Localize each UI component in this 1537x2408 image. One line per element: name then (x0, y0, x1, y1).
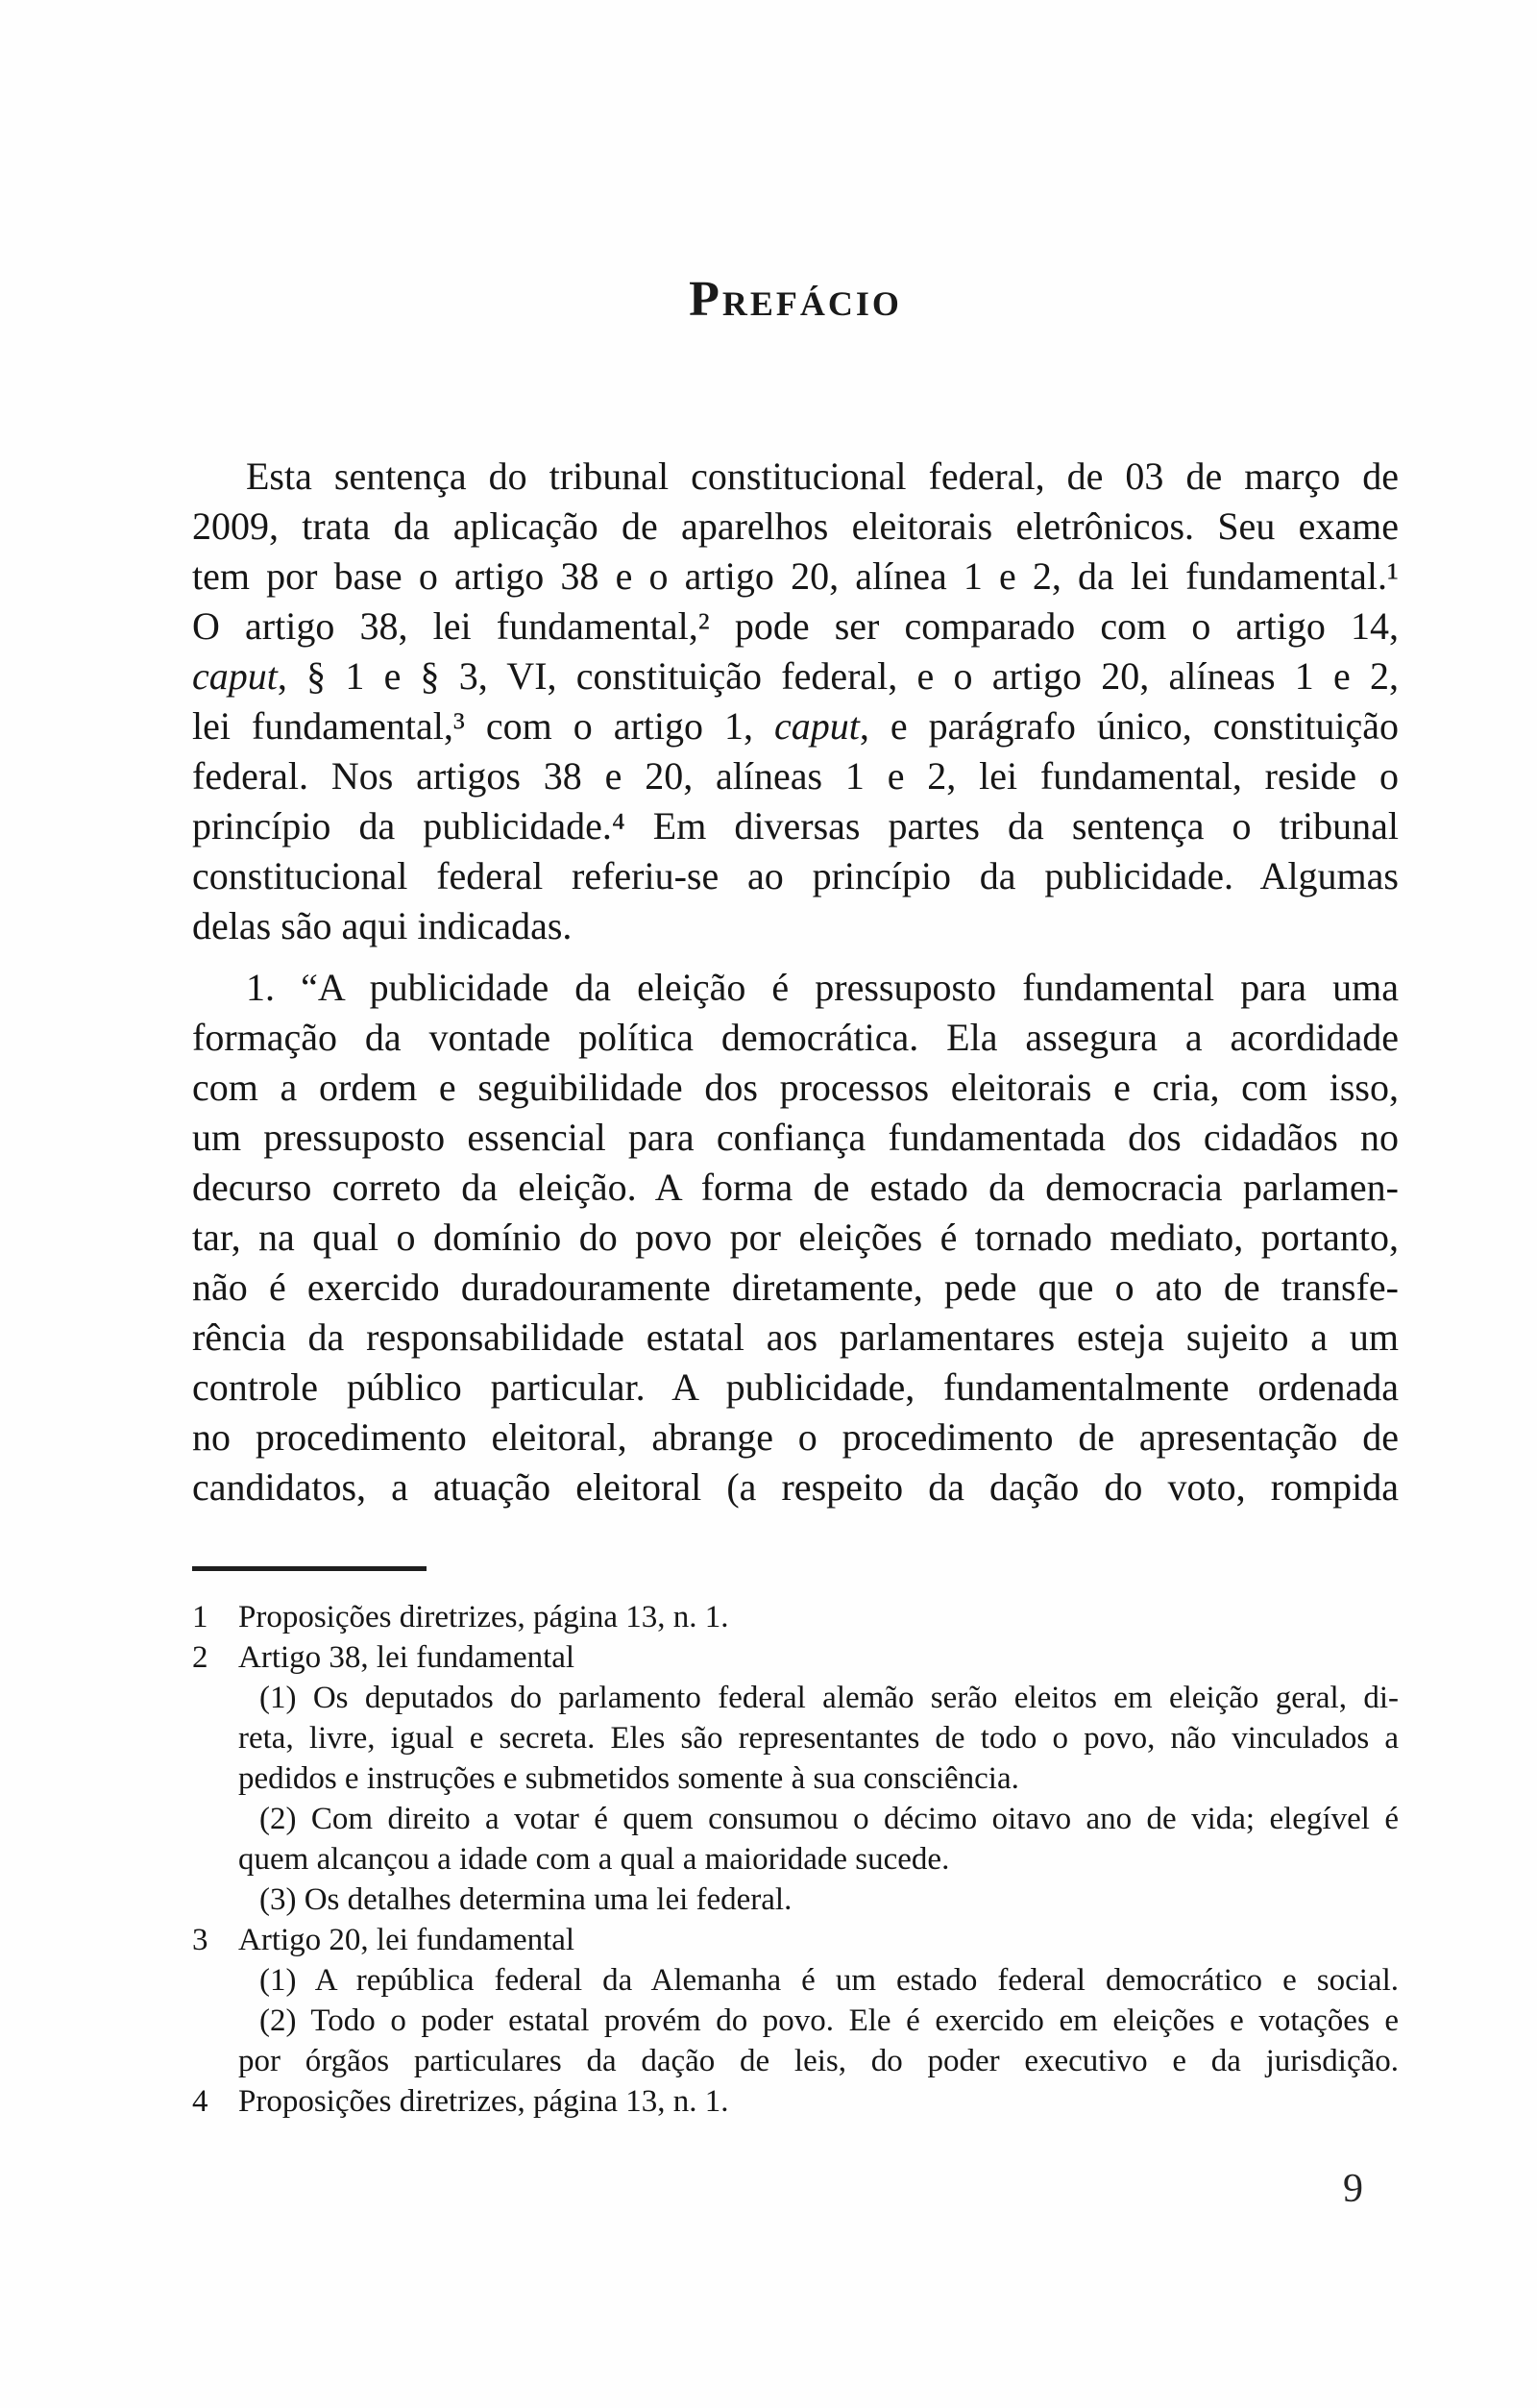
footnote-line: Proposições diretrizes, página 13, n. 1. (238, 2084, 729, 2119)
text-line: princípio da publicidade.⁴ Em diversas partes da sentença o tribunal (192, 804, 1399, 848)
body-text (192, 452, 1399, 1512)
text-line: um pressuposto essencial para confiança fundamentada dos cidadãos no (192, 1116, 1399, 1159)
footnote-line: (2) Todo o poder estatal provém do povo. Ele é exercido em eleições e votações e (259, 2003, 1399, 2038)
footnote (192, 1597, 1399, 1637)
footnote-text (238, 2081, 1399, 2122)
footnote-line: Artigo 38, lei fundamental (238, 1640, 575, 1675)
footnote-text (238, 1597, 1399, 1637)
text-line: O artigo 38, lei fundamental,² pode ser comparado com o artigo 14, (192, 604, 1399, 648)
text-line: formação da vontade política democrática. Ela assegura a acordidade (192, 1016, 1399, 1059)
footnote-number: 1 (192, 1600, 208, 1634)
footnote-line: pedidos e instruções e submetidos somente à sua consciência. (238, 1761, 1019, 1796)
body-paragraph (192, 963, 1399, 1512)
text-line: constitucional federal referiu-se ao princípio da publicidade. Algumas (192, 854, 1399, 897)
text-line: caput, § 1 e § 3, VI, constituição federal, e o artigo 20, alíneas 1 e 2, (192, 654, 1399, 698)
footnote-text (238, 1920, 1399, 2081)
footnote-line: (1) Os deputados do parlamento federal alemão serão eleitos em eleição geral, di- (259, 1681, 1399, 1715)
footnote (192, 1637, 1399, 1920)
footnote-line: reta, livre, igual e secreta. Eles são representantes de todo o povo, não vinculados a (238, 1721, 1399, 1756)
footnotes-block (192, 1597, 1399, 2122)
page-title: Prefácio (689, 272, 902, 327)
text-line: controle público particular. A publicidade, fundamentalmente ordenada (192, 1365, 1399, 1409)
footnote-number: 3 (192, 1923, 208, 1957)
text-line: tar, na qual o domínio do povo por eleições é tornado mediato, portanto, (192, 1216, 1399, 1259)
footnote-line: Artigo 20, lei fundamental (238, 1923, 575, 1957)
text-line: no procedimento eleitoral, abrange o procedimento de apresentação de (192, 1415, 1399, 1459)
text-line: federal. Nos artigos 38 e 20, alíneas 1 e 2, lei fundamental, reside o (192, 754, 1399, 798)
footnote-line: quem alcançou a idade com a qual a maioridade sucede. (238, 1842, 950, 1877)
footnote-separator-rule (192, 1566, 427, 1571)
page-number: 9 (1343, 2167, 1363, 2211)
text-line: 2009, trata da aplicação de aparelhos eleitorais eletrônicos. Seu exame (192, 504, 1399, 548)
footnote-number: 4 (192, 2084, 208, 2119)
text-line: lei fundamental,³ com o artigo 1, caput, e parágrafo único, constituição (192, 704, 1400, 748)
text-line: Esta sentença do tribunal constitucional federal, de 03 de março de (246, 455, 1399, 498)
text-line: candidatos, a atuação eleitoral (a respeito da dação do voto, rompida (192, 1465, 1399, 1509)
text-line: não é exercido duradouramente diretamente, pede que o ato de transfe- (192, 1265, 1399, 1309)
text-line: tem por base o artigo 38 e o artigo 20, alínea 1 e 2, da lei fundamental.¹ (192, 554, 1399, 598)
footnote (192, 1920, 1399, 2081)
body-paragraph (192, 452, 1399, 951)
text-line: com a ordem e seguibilidade dos processos eleitorais e cria, com isso, (192, 1066, 1399, 1109)
footnote-line: (2) Com direito a votar é quem consumou o décimo oitavo ano de vida; elegível é (259, 1802, 1399, 1836)
footnote-line: por órgãos particulares da dação de leis, do poder executivo e da jurisdição. (238, 2044, 1399, 2078)
text-line: rência da responsabilidade estatal aos parlamentares esteja sujeito a um (192, 1315, 1399, 1359)
footnote-line: Proposições diretrizes, página 13, n. 1. (238, 1600, 729, 1634)
text-line: decurso correto da eleição. A forma de estado da democracia parlamen- (192, 1166, 1399, 1209)
footnote-line: (1) A república federal da Alemanha é um estado federal democrático e social. (259, 1963, 1399, 1998)
footnote-text (238, 1637, 1399, 1920)
text-line: 1. “A publicidade da eleição é pressuposto fundamental para uma (246, 966, 1399, 1009)
footnote-line: (3) Os detalhes determina uma lei federal. (259, 1882, 793, 1917)
footnote-number: 2 (192, 1640, 208, 1675)
text-line: delas são aqui indicadas. (192, 904, 573, 947)
footnote (192, 2081, 1399, 2122)
